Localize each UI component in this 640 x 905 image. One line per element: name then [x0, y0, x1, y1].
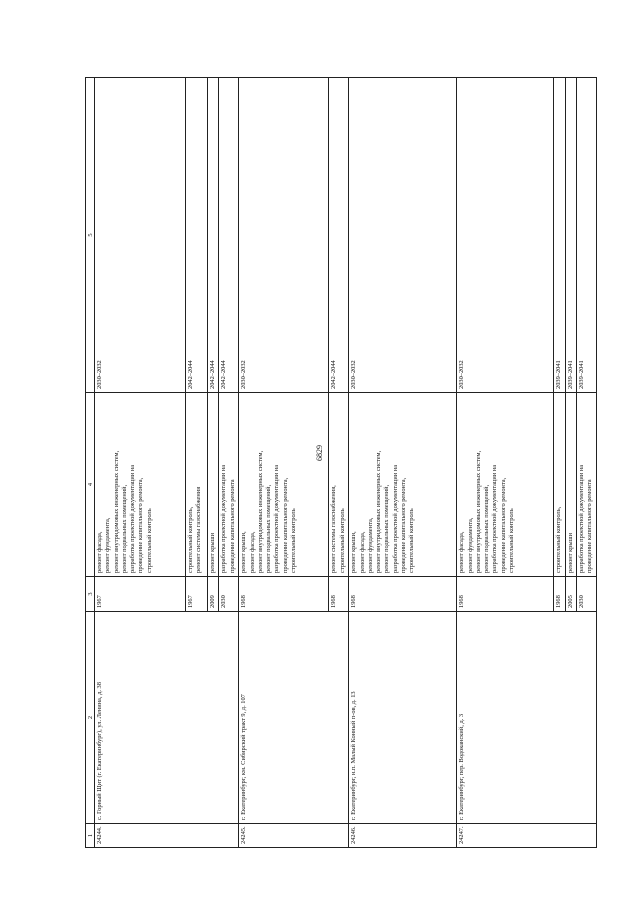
repair-works: ремонт крыши	[565, 393, 576, 577]
repair-works: строительный контроль, ремонт системы газоснабжения	[186, 393, 208, 577]
repair-period: 2039–2041	[554, 78, 565, 393]
building-number: 24247.	[457, 824, 597, 848]
repair-period: 2030–2032	[457, 78, 554, 393]
repair-period: 2030–2032	[349, 78, 457, 393]
building-address: г. Екатеринбург, пер. Водоканский, д. 3	[457, 612, 597, 824]
table-row	[349, 78, 457, 848]
building-number: 24246.	[349, 824, 457, 848]
repair-period: 2042–2044	[329, 78, 349, 393]
building-year: 2030	[219, 577, 239, 612]
repair-works: разработка проектной документации на проведение капитального ремонта	[219, 393, 239, 577]
repair-works: ремонт фасада, ремонт фундамента, ремонт внутридомовых инженерных систем, ремонт подвальных помещений, разработка проектной документации на проведение капитального ремонта, строительный контроль	[457, 393, 554, 577]
repair-schedule-table	[85, 77, 597, 848]
column-number: 1	[86, 824, 95, 848]
building-number: 24245.	[239, 824, 349, 848]
repair-works: разработка проектной документации на проведение капитального ремонта	[576, 393, 596, 577]
repair-works: ремонт фасада, ремонт фундамента, ремонт внутридомовых инженерных систем, ремонт подвальных помещений, разработка проектной документации на проведение капитального ремонта, строительный контроль	[95, 393, 186, 577]
column-number-row	[86, 78, 95, 848]
building-year: 1968	[554, 577, 565, 612]
repair-works: строительный контроль,	[554, 393, 565, 577]
repair-works: ремонт системы газоснабжения, строительный контроль	[329, 393, 349, 577]
repair-works: ремонт крыши	[208, 393, 219, 577]
column-number: 4	[86, 393, 95, 577]
repair-period: 2030–2032	[95, 78, 186, 393]
table-row	[457, 78, 554, 848]
repair-period: 2042–2044	[219, 78, 239, 393]
building-year: 2030	[576, 577, 596, 612]
repair-period: 2042–2044	[186, 78, 208, 393]
column-number: 2	[86, 612, 95, 824]
building-year: 2009	[208, 577, 219, 612]
building-year: 1968	[329, 577, 349, 612]
repair-period: 2039–2041	[565, 78, 576, 393]
building-year: 1968	[457, 577, 554, 612]
building-year: 1968	[349, 577, 457, 612]
building-year: 2005	[565, 577, 576, 612]
building-year: 1967	[186, 577, 208, 612]
column-number: 3	[86, 577, 95, 612]
repair-works: ремонт крыши, ремонт фасада, ремонт фундамента, ремонт внутридомовых инженерных систем, ремонт подвальных помещений, разработка проектной документации на проведение капитального ремонта, строительный контроль	[349, 393, 457, 577]
column-number: 5	[86, 78, 95, 393]
repair-schedule-sheet	[85, 78, 601, 848]
table-row	[95, 78, 186, 848]
building-year: 1968	[239, 577, 329, 612]
repair-works: ремонт крыши, ремонт фасада, ремонт внутридомовых инженерных систем, ремонт подвальных помещений, разработка проектной документации на проведение капитального ремонта, строительный контроль	[239, 393, 329, 577]
table-row	[239, 78, 329, 848]
repair-period: 2039–2041	[576, 78, 596, 393]
building-year: 1967	[95, 577, 186, 612]
repair-period: 2030–2032	[239, 78, 329, 393]
building-address: г. Екатеринбург, км. Сибирский тракт 9, д. 107	[239, 612, 349, 824]
page-number: 6829	[315, 445, 324, 461]
building-address: г. Екатеринбург, н.п. Малый Конный п-ов, д. 13	[349, 612, 457, 824]
building-address: с. Горный Щит (г. Екатеринбург), ул. Ленина, д. 38	[95, 612, 239, 824]
building-number: 24244.	[95, 824, 239, 848]
repair-period: 2042–2044	[208, 78, 219, 393]
